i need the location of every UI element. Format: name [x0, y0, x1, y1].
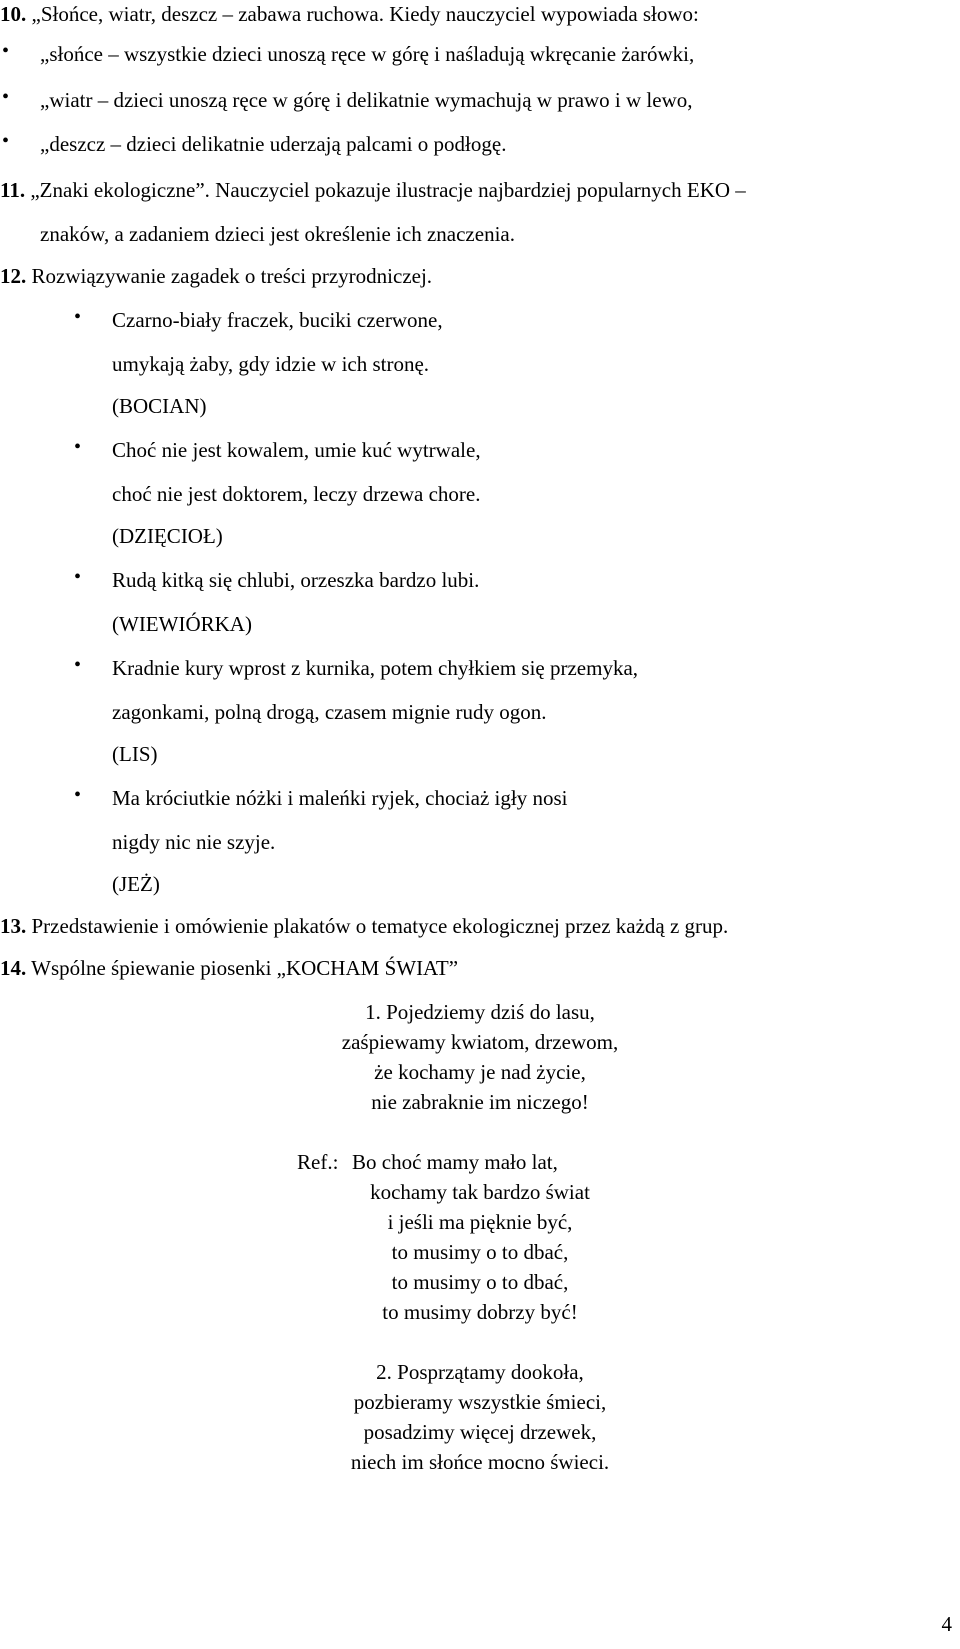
refrain-line-6: to musimy dobrzy być! [382, 1300, 578, 1324]
bullet-icon: • [74, 654, 82, 676]
riddle-4-answer: (LIS) [112, 742, 158, 766]
riddle-3-answer: (WIEWIÓRKA) [112, 612, 252, 636]
section-11-number: 11. [0, 178, 26, 202]
verse-1-line-1: 1. Pojedziemy dziś do lasu, [365, 1000, 595, 1024]
bullet-icon: • [2, 130, 10, 152]
riddle-2-line-2: choć nie jest doktorem, leczy drzewa chore. [112, 482, 481, 506]
riddle-2-answer: (DZIĘCIOŁ) [112, 524, 223, 548]
refrain-line-5: to musimy o to dbać, [391, 1270, 569, 1294]
riddle-3-line-1: Rudą kitką się chlubi, orzeszka bardzo lubi. [112, 568, 480, 592]
riddle-4-line-1: Kradnie kury wprost z kurnika, potem chyłkiem się przemyka, [112, 656, 639, 680]
verse-1-line-3: że kochamy je nad życie, [374, 1060, 586, 1084]
section-10-number: 10. [0, 2, 27, 26]
section-14-text: Wspólne śpiewanie piosenki „KOCHAM ŚWIAT” [26, 956, 459, 980]
riddle-1-line-2: umykają żaby, gdy idzie w ich stronę. [112, 352, 430, 376]
verse-2-line-4: niech im słońce mocno świeci. [350, 1450, 610, 1474]
bullet-icon: • [74, 436, 82, 458]
bullet-icon: • [74, 566, 82, 588]
section-12-number: 12. [0, 264, 27, 288]
bullet-icon: • [74, 306, 82, 328]
page-number: 4 [941, 1612, 952, 1636]
bullet-icon: • [2, 40, 10, 62]
verse-1-line-2: zaśpiewamy kwiatom, drzewom, [341, 1030, 619, 1054]
verse-2-line-3: posadzimy więcej drzewek, [363, 1420, 597, 1444]
section-13-text: Przedstawienie i omówienie plakatów o tematyce ekologicznej przez każdą z grup. [26, 914, 729, 938]
section-10-heading [0, 2, 699, 26]
section-10-bullet-1: „słońce – wszystkie dzieci unoszą ręce w górę i naśladują wkręcanie żarówki, [40, 42, 695, 66]
section-14-heading [0, 956, 458, 980]
bullet-icon: • [74, 784, 82, 806]
section-13-number: 13. [0, 914, 27, 938]
riddle-5-line-2: nigdy nic nie szyje. [112, 830, 276, 854]
riddle-2-line-1: Choć nie jest kowalem, umie kuć wytrwale, [112, 438, 481, 462]
verse-1-line-4: nie zabraknie im niczego! [371, 1090, 589, 1114]
riddle-1-answer: (BOCIAN) [112, 394, 207, 418]
refrain-line-1: Bo choć mamy mało lat, [352, 1150, 558, 1174]
verse-2-line-2: pozbieramy wszystkie śmieci, [353, 1390, 607, 1414]
refrain-label: Ref.: [297, 1150, 339, 1174]
riddle-1-line-1: Czarno-biały fraczek, buciki czerwone, [112, 308, 443, 332]
riddle-4-line-2: zagonkami, polną drogą, czasem mignie rudy ogon. [112, 700, 547, 724]
section-11-line-2: znaków, a zadaniem dzieci jest określenie ich znaczenia. [40, 222, 515, 246]
section-10-bullet-2: „wiatr – dzieci unoszą ręce w górę i delikatnie wymachują w prawo i w lewo, [40, 88, 693, 112]
section-12-heading [0, 264, 432, 288]
section-12-text: Rozwiązywanie zagadek o treści przyrodniczej. [26, 264, 433, 288]
section-10-text: „Słońce, wiatr, deszcz – zabawa ruchowa. Kiedy nauczyciel wypowiada słowo: [26, 2, 699, 26]
section-11-line-1: „Znaki ekologiczne”. Nauczyciel pokazuje ilustracje najbardziej popularnych EKO – [25, 178, 746, 202]
section-11-heading [0, 178, 746, 202]
riddle-5-answer: (JEŻ) [112, 872, 160, 896]
refrain-line-2: kochamy tak bardzo świat [370, 1180, 590, 1204]
refrain-line-4: to musimy o to dbać, [391, 1240, 569, 1264]
section-14-number: 14. [0, 956, 27, 980]
verse-2-line-1: 2. Posprzątamy dookoła, [376, 1360, 584, 1384]
bullet-icon: • [2, 86, 10, 108]
refrain-line-3: i jeśli ma pięknie być, [387, 1210, 573, 1234]
section-10-bullet-3: „deszcz – dzieci delikatnie uderzają palcami o podłogę. [40, 132, 507, 156]
riddle-5-line-1: Ma króciutkie nóżki i maleńki ryjek, chociaż igły nosi [112, 786, 568, 810]
section-13-heading [0, 914, 728, 938]
